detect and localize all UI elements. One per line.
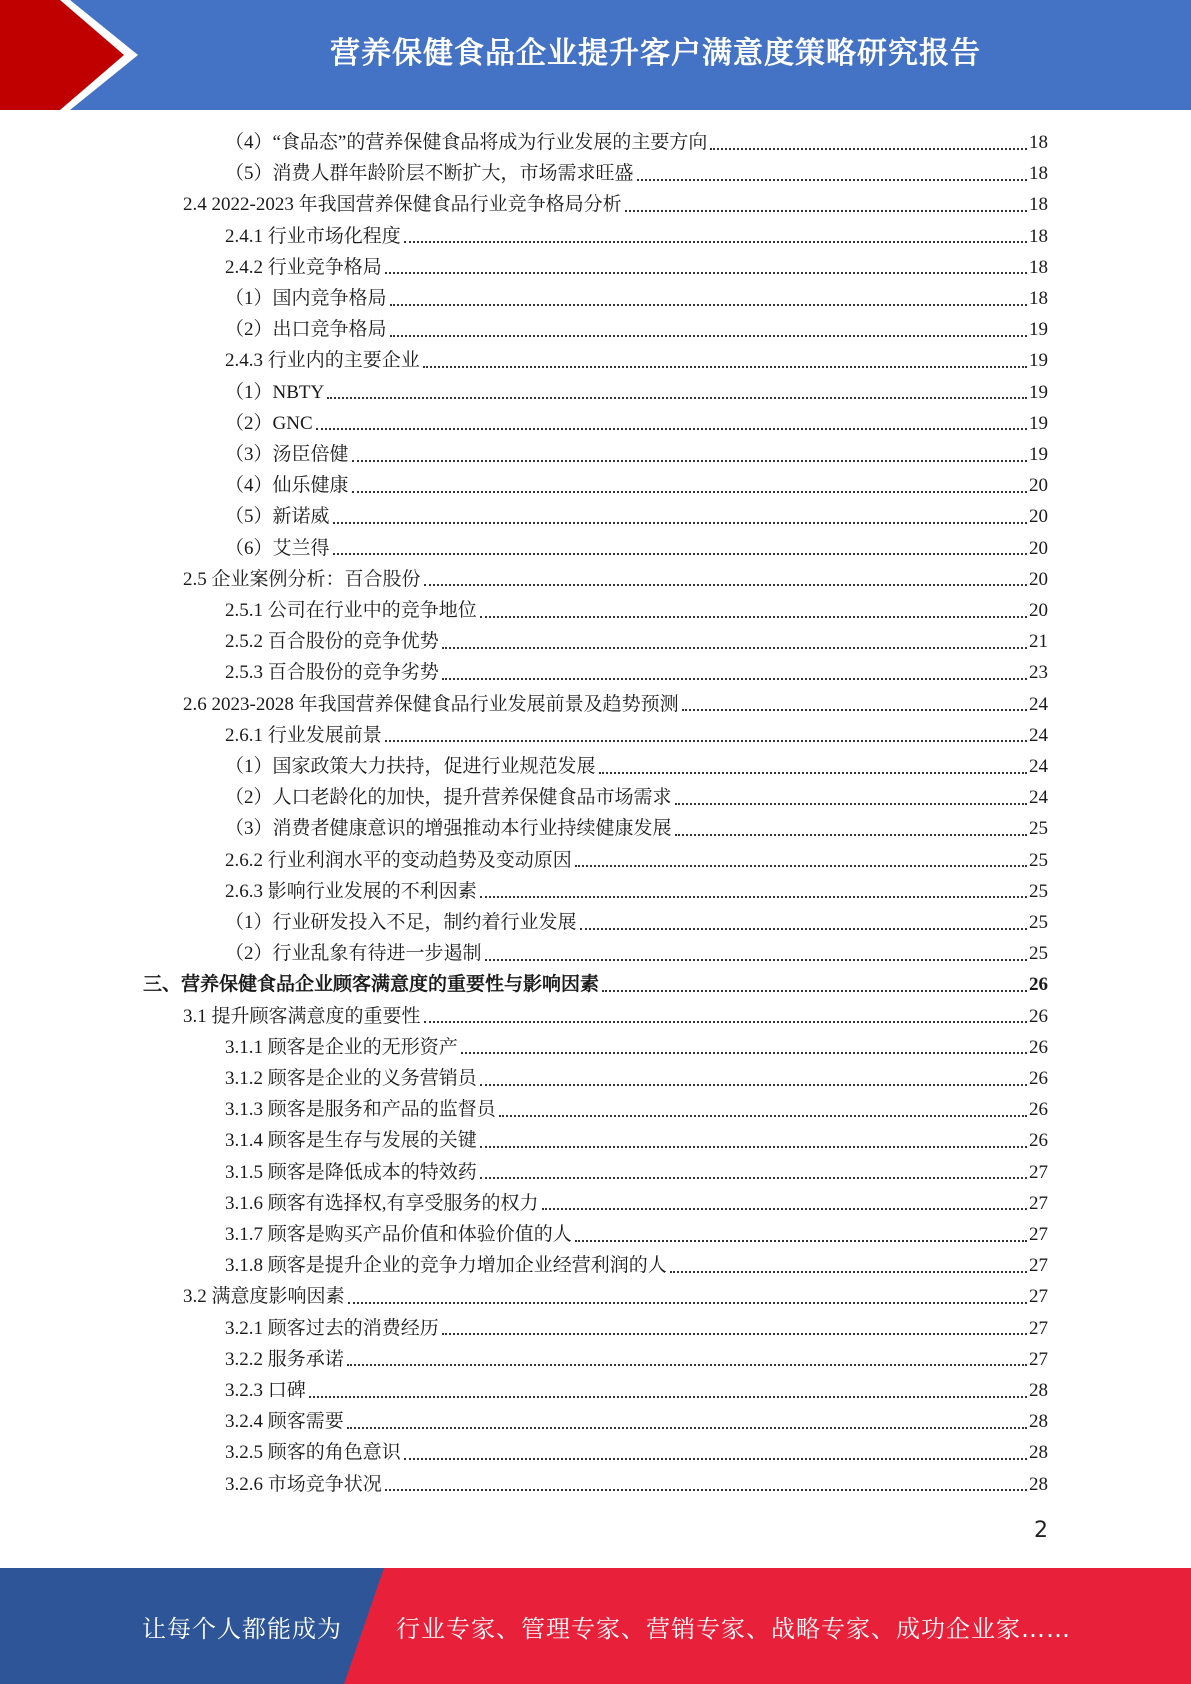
toc-dot-leader: [542, 1206, 1027, 1210]
toc-entry-title: （3）消费者健康意识的增强推动本行业持续健康发展: [225, 818, 672, 840]
toc-entry-page: 25: [1029, 943, 1048, 965]
toc-dot-leader: [385, 1487, 1027, 1491]
toc-dot-leader: [327, 395, 1027, 399]
toc-entry-title: 2.4.3 行业内的主要企业: [225, 350, 420, 372]
toc-entry-page: 19: [1029, 444, 1048, 465]
toc-entry[interactable]: [225, 345, 1048, 376]
toc-entry-title: （6）艾兰得: [225, 537, 330, 559]
toc-entry-page: 18: [1029, 288, 1048, 309]
toc-entry-title: 3.1.2 顾客是企业的义务营销员: [225, 1068, 477, 1089]
toc-dot-leader: [480, 614, 1027, 618]
toc-dot-leader: [575, 863, 1027, 867]
toc-entry[interactable]: [225, 1437, 1048, 1468]
toc-dot-leader: [423, 364, 1027, 368]
toc-entry-page: 28: [1029, 1442, 1048, 1464]
toc-entry[interactable]: [225, 439, 1048, 470]
toc-entry-title: 2.4 2022-2023 年我国营养保健食品行业竞争格局分析: [183, 194, 622, 216]
toc-entry-title: 3.2.1 顾客过去的消费经历: [225, 1317, 439, 1339]
toc-entry[interactable]: [225, 845, 1048, 876]
toc-entry-page: 27: [1029, 1286, 1048, 1308]
toc-entry-title: 3.1.7 顾客是购买产品价值和体验价值的人: [225, 1224, 572, 1245]
toc-entry[interactable]: [225, 158, 1048, 189]
toc-dot-leader: [404, 239, 1027, 243]
toc-dot-leader: [347, 1425, 1027, 1429]
toc-dot-leader: [602, 988, 1027, 992]
toc-entry-page: 19: [1029, 319, 1048, 341]
toc-dot-leader: [390, 333, 1027, 337]
toc-entry-page: 26: [1029, 1068, 1048, 1089]
toc-dot-leader: [404, 1456, 1027, 1460]
toc-entry-title: （2）人口老龄化的加快，提升营养保健食品市场需求: [225, 787, 672, 809]
toc-entry-page: 28: [1029, 1380, 1048, 1401]
toc-entry-title: （1）NBTY: [225, 381, 325, 403]
toc-entry-title: （5）消费人群年龄阶层不断扩大，市场需求旺盛: [225, 163, 634, 185]
toc-entry-page: 26: [1029, 1005, 1048, 1027]
toc-entry-page: 18: [1029, 256, 1048, 278]
toc-entry[interactable]: [225, 283, 1048, 314]
toc-dot-leader: [675, 832, 1027, 836]
toc-entry-title: （4）“食品态”的营养保健食品将成为行业发展的主要方向: [225, 132, 708, 153]
toc-dot-leader: [637, 177, 1027, 181]
toc-entry-title: 三、营养保健食品企业顾客满意度的重要性与影响因素: [143, 974, 600, 996]
toc-entry-title: （2）出口竞争格局: [225, 319, 387, 341]
toc-entry-page: 23: [1029, 662, 1048, 684]
toc-entry-title: （5）新诺威: [225, 506, 330, 528]
toc-dot-leader: [352, 489, 1027, 493]
toc-entry-title: （1）国家政策大力扶持，促进行业规范发展: [225, 756, 596, 777]
toc-entry-page: 20: [1029, 537, 1048, 559]
toc-entry[interactable]: [225, 751, 1048, 782]
toc-entry-title: 3.1.6 顾客有选择权,有享受服务的权力: [225, 1192, 539, 1214]
toc-entry[interactable]: [225, 1469, 1048, 1500]
toc-entry[interactable]: [183, 1001, 1048, 1032]
toc-entry[interactable]: [225, 876, 1048, 907]
toc-entry[interactable]: [183, 1281, 1048, 1312]
toc-entry[interactable]: [225, 1313, 1048, 1344]
toc-entry-page: 27: [1029, 1192, 1048, 1214]
toc-entry-page: 26: [1029, 1036, 1048, 1058]
toc-entry[interactable]: [225, 595, 1048, 626]
toc-entry[interactable]: [225, 1157, 1048, 1188]
toc-dot-leader: [625, 208, 1027, 212]
toc-entry-page: 26: [1029, 974, 1048, 996]
toc-dot-leader: [385, 270, 1027, 274]
toc-dot-leader: [316, 426, 1027, 430]
toc-entry[interactable]: [225, 1406, 1048, 1437]
toc-entry[interactable]: [225, 1094, 1048, 1125]
toc-entry-page: 18: [1029, 163, 1048, 185]
toc-entry[interactable]: [225, 1250, 1048, 1281]
toc-entry-page: 26: [1029, 1099, 1048, 1121]
toc-entry[interactable]: [225, 252, 1048, 283]
toc-entry-title: 3.1.1 顾客是企业的无形资产: [225, 1036, 458, 1058]
footer-banner: [0, 1568, 1191, 1684]
toc-dot-leader: [480, 894, 1027, 898]
toc-entry-title: （1）行业研发投入不足，制约着行业发展: [225, 912, 577, 933]
footer-slogan-right: 行业专家、管理专家、营销专家、战略专家、成功企业家……: [396, 1614, 1071, 1643]
toc-entry-page: 20: [1029, 568, 1048, 590]
toc-entry[interactable]: [225, 626, 1048, 657]
toc-entry[interactable]: [225, 470, 1048, 501]
toc-entry-page: 27: [1029, 1224, 1048, 1245]
toc-dot-leader: [424, 1019, 1027, 1023]
toc-entry-title: 2.6 2023-2028 年我国营养保健食品行业发展前景及趋势预测: [183, 693, 679, 715]
toc-entry-page: 25: [1029, 818, 1048, 840]
toc-entry-page: 27: [1029, 1317, 1048, 1339]
toc-entry-title: 3.2.3 口碑: [225, 1380, 306, 1401]
toc-dot-leader: [347, 1362, 1027, 1366]
toc-entry[interactable]: [225, 782, 1048, 813]
toc-entry-page: 18: [1029, 194, 1048, 216]
page-number: 2: [1034, 1518, 1048, 1543]
toc-entry-title: （2）GNC: [225, 412, 313, 434]
toc-entry-page: 25: [1029, 849, 1048, 871]
toc-entry-page: 28: [1029, 1473, 1048, 1495]
toc-entry-title: 2.5.1 公司在行业中的竞争地位: [225, 600, 477, 621]
toc-entry[interactable]: [225, 1344, 1048, 1375]
toc-dot-leader: [385, 738, 1027, 742]
toc-dot-leader: [710, 146, 1027, 150]
toc-entry-title: 3.1.3 顾客是服务和产品的监督员: [225, 1099, 496, 1121]
toc-dot-leader: [424, 582, 1027, 586]
toc-dot-leader: [485, 957, 1027, 961]
toc-entry-title: 2.5 企业案例分析：百合股份: [183, 568, 421, 590]
toc-entry-page: 25: [1029, 880, 1048, 902]
toc-entry-page: 24: [1029, 724, 1048, 746]
header-arrow-decoration: [0, 0, 160, 110]
toc-entry[interactable]: [225, 938, 1048, 969]
toc-entry[interactable]: [225, 1063, 1048, 1094]
toc-entry-page: 21: [1029, 631, 1048, 653]
toc-entry-title: 2.4.2 行业竞争格局: [225, 256, 382, 278]
toc-dot-leader: [499, 1113, 1027, 1117]
toc-entry[interactable]: [183, 189, 1048, 220]
toc-entry[interactable]: [225, 813, 1048, 844]
toc-entry-title: 3.1 提升顾客满意度的重要性: [183, 1005, 421, 1027]
report-title: 营养保健食品企业提升客户满意度策略研究报告: [330, 36, 981, 71]
toc-entry[interactable]: [143, 969, 1048, 1000]
toc-entry[interactable]: [225, 501, 1048, 532]
toc-entry-title: 2.4.1 行业市场化程度: [225, 225, 401, 247]
toc-entry-page: 28: [1029, 1411, 1048, 1433]
toc-entry-title: 3.2 满意度影响因素: [183, 1286, 345, 1308]
toc-entry-title: 2.6.1 行业发展前景: [225, 724, 382, 746]
toc-entry-page: 19: [1029, 412, 1048, 434]
toc-entry-title: 2.6.2 行业利润水平的变动趋势及变动原因: [225, 849, 572, 871]
toc-dot-leader: [333, 551, 1027, 555]
toc-dot-leader: [575, 1238, 1027, 1242]
toc-dot-leader: [442, 1331, 1027, 1335]
toc-dot-leader: [442, 676, 1027, 680]
toc-dot-leader: [670, 1269, 1027, 1273]
toc-entry-page: 18: [1029, 225, 1048, 247]
toc-entry[interactable]: [225, 377, 1048, 408]
toc-entry[interactable]: [225, 1188, 1048, 1219]
toc-entry[interactable]: [225, 314, 1048, 345]
toc-entry-page: 25: [1029, 912, 1048, 933]
toc-entry-page: 24: [1029, 787, 1048, 809]
toc-dot-leader: [461, 1050, 1027, 1054]
toc-entry-page: 27: [1029, 1255, 1048, 1277]
toc-dot-leader: [480, 1144, 1027, 1148]
toc-entry-page: 24: [1029, 693, 1048, 715]
footer-slogan-left: 让每个人都能成为: [142, 1614, 342, 1643]
toc-entry-page: 27: [1029, 1161, 1048, 1183]
toc-entry[interactable]: [225, 720, 1048, 751]
toc-dot-leader: [599, 770, 1027, 774]
toc-dot-leader: [348, 1300, 1027, 1304]
toc-dot-leader: [675, 801, 1027, 805]
toc-entry-title: 3.2.6 市场竞争状况: [225, 1473, 382, 1495]
toc-entry-title: 3.2.5 顾客的角色意识: [225, 1442, 401, 1464]
toc-entry-title: （3）汤臣倍健: [225, 444, 349, 465]
toc-dot-leader: [442, 645, 1027, 649]
toc-entry-title: 2.5.3 百合股份的竞争劣势: [225, 662, 439, 684]
toc-entry-page: 19: [1029, 350, 1048, 372]
toc-entry-page: 24: [1029, 756, 1048, 777]
toc-entry[interactable]: [225, 533, 1048, 564]
toc-entry[interactable]: [225, 408, 1048, 439]
toc-dot-leader: [480, 1175, 1027, 1179]
toc-dot-leader: [682, 707, 1027, 711]
toc-dot-leader: [390, 302, 1027, 306]
toc-entry-page: 20: [1029, 475, 1048, 497]
toc-entry-title: 3.1.4 顾客是生存与发展的关键: [225, 1130, 477, 1152]
toc-entry[interactable]: [225, 1219, 1048, 1250]
toc-entry-title: 2.5.2 百合股份的竞争优势: [225, 631, 439, 653]
toc-entry[interactable]: [183, 564, 1048, 595]
toc-dot-leader: [309, 1394, 1027, 1398]
toc-entry[interactable]: [225, 221, 1048, 252]
toc-entry-page: 20: [1029, 600, 1048, 621]
toc-entry[interactable]: [225, 1032, 1048, 1063]
toc-entry-title: （2）行业乱象有待进一步遏制: [225, 943, 482, 965]
toc-entry[interactable]: [225, 1375, 1048, 1406]
toc-dot-leader: [580, 926, 1027, 930]
toc-entry[interactable]: [183, 689, 1048, 720]
toc-dot-leader: [480, 1082, 1027, 1086]
toc-entry-page: 20: [1029, 506, 1048, 528]
toc-entry-title: （1）国内竞争格局: [225, 288, 387, 309]
toc-dot-leader: [352, 458, 1027, 462]
toc-entry[interactable]: [225, 127, 1048, 158]
toc-entry-page: 27: [1029, 1348, 1048, 1370]
toc-entry[interactable]: [225, 657, 1048, 688]
toc-entry-title: （4）仙乐健康: [225, 475, 349, 497]
toc-entry-title: 3.2.2 服务承诺: [225, 1348, 344, 1370]
toc-dot-leader: [333, 520, 1027, 524]
header-banner: [0, 0, 1191, 110]
toc-entry-title: 2.6.3 影响行业发展的不利因素: [225, 880, 477, 902]
toc-entry-page: 18: [1029, 132, 1048, 153]
toc-entry-title: 3.1.5 顾客是降低成本的特效药: [225, 1161, 477, 1183]
toc-entry-title: 3.2.4 顾客需要: [225, 1411, 344, 1433]
toc-entry[interactable]: [225, 1125, 1048, 1156]
toc-entry-title: 3.1.8 顾客是提升企业的竞争力增加企业经营利润的人: [225, 1255, 667, 1277]
toc-entry-page: 19: [1029, 381, 1048, 403]
toc-entry-page: 26: [1029, 1130, 1048, 1152]
toc-entry[interactable]: [225, 907, 1048, 938]
